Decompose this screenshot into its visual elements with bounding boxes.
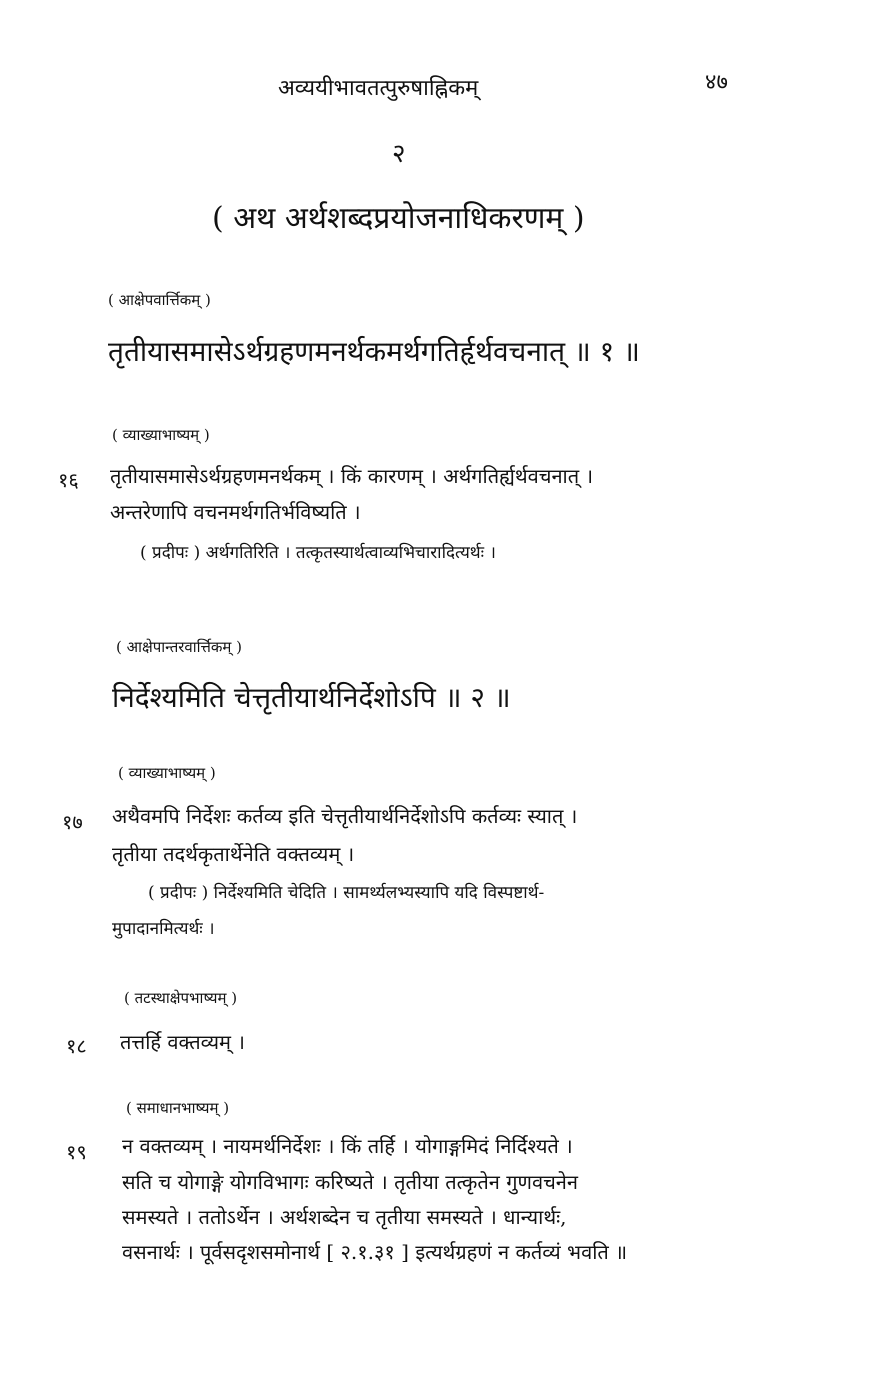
running-head: अव्ययीभावतत्पुरुषाह्निकम् [278, 76, 479, 101]
paragraph-number: १६ [58, 468, 79, 492]
pradipa-commentary: ( प्रदीपः ) निर्देश्यमिति चेदिति । सामर्थ्यलभ्यस्यापि यदि विस्पष्टार्थ- [148, 883, 545, 903]
section-label: ( समाधानभाष्यम् ) [126, 1099, 230, 1117]
section-label: ( आक्षेपान्तरवार्त्तिकम् ) [116, 638, 243, 656]
body-line: सति च योगाङ्गे योगविभागः करिष्यते । तृतीया तत्कृतेन गुणवचनेन [122, 1170, 578, 1194]
section-label: ( तटस्थाक्षेपभाष्यम् ) [124, 989, 238, 1007]
section-label: ( व्याख्याभाष्यम् ) [118, 764, 216, 782]
section-label: ( आक्षेपवार्त्तिकम् ) [108, 291, 211, 309]
body-line: अथैवमपि निर्देशः कर्तव्य इति चेत्तृतीयार्थनिर्देशोऽपि कर्तव्यः स्यात् । [112, 804, 578, 828]
vartika-2: निर्देश्यमिति चेत्तृतीयार्थनिर्देशोऽपि ॥ २ ॥ [112, 681, 511, 714]
chapter-number: २ [392, 139, 406, 169]
body-line: तृतीया तदर्थकृतार्थेनेति वक्तव्यम् । [112, 842, 355, 866]
section-title: ( अथ अर्थशब्दप्रयोजनाधिकरणम् ) [212, 201, 585, 236]
body-line: तृतीयासमासेऽर्थग्रहणमनर्थकम् । किं कारणम् । अर्थगतिर्ह्यर्थवचनात् । [110, 464, 594, 488]
body-line: वसनार्थः । पूर्वसदृशसमोनार्थ [ २.१.३१ ] इत्यर्थग्रहणं न कर्तव्यं भवति ॥ [122, 1240, 628, 1264]
paragraph-number: १८ [66, 1034, 87, 1058]
body-line: न वक्तव्यम् । नायमर्थनिर्देशः । किं तर्हि । योगाङ्गमिदं निर्दिश्यते । [122, 1134, 573, 1158]
body-line: अन्तरेणापि वचनमर्थगतिर्भविष्यति । [110, 500, 361, 524]
pradipa-commentary: ( प्रदीपः ) अर्थगतिरिति । तत्कृतस्यार्थत्वाव्यभिचारादित्यर्थः । [140, 543, 496, 563]
paragraph-number: १७ [62, 810, 83, 834]
paragraph-number: १९ [66, 1140, 87, 1164]
pradipa-commentary: मुपादानमित्यर्थः । [112, 919, 215, 939]
page-number: ४७ [705, 70, 728, 95]
body-line: समस्यते । ततोऽर्थेन । अर्थशब्देन च तृतीया समस्यते । धान्यार्थः, [122, 1205, 567, 1229]
body-line: तत्तर्हि वक्तव्यम् । [120, 1030, 245, 1054]
vartika-1: तृतीयासमासेऽर्थग्रहणमनर्थकमर्थगतिर्हृर्थवचनात् ॥ १ ॥ [108, 335, 640, 368]
section-label: ( व्याख्याभाष्यम् ) [112, 426, 210, 444]
